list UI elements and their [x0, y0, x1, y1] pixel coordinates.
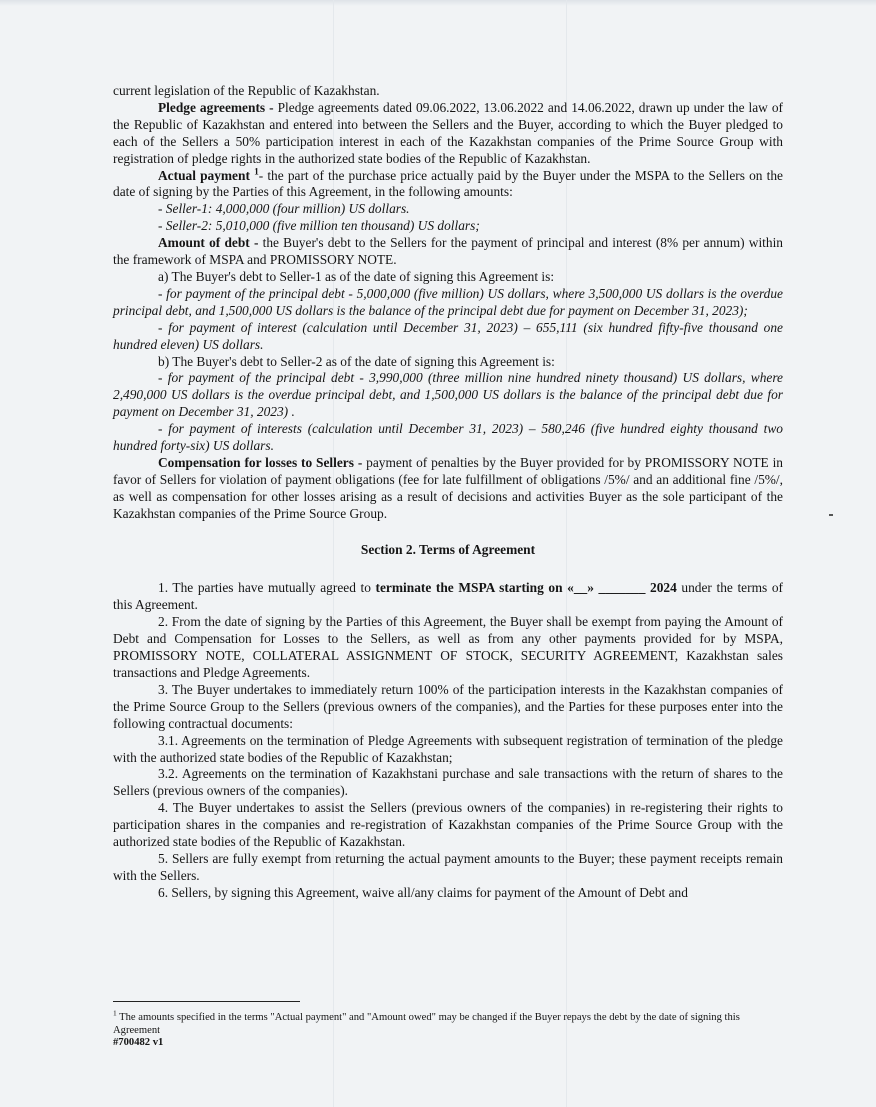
termination-date-phrase: terminate the MSPA starting on «__» _______ 2024 — [375, 580, 677, 596]
definition-text: Pledge agreements dated 09.06.2022, 13.06.2022 and 14.06.2022, drawn up under the law of the Republic of Kazakhstan and entered into between the Sellers and the Buyer, according to which the Buyer pledged to each of the Sellers a 50% participation interest in each of the Kazakhstan companies of the Prime Source Group with registration of pledge rights in the authorized state bodies of the Republic of Kazakhstan. — [113, 99, 783, 166]
document-page — [113, 83, 783, 902]
sub-heading: b) The Buyer's debt to Seller-2 as of the date of signing this Agreement is: — [158, 353, 555, 369]
footnote — [113, 1008, 773, 1050]
definition-amount-of-debt — [113, 235, 783, 269]
list-item: - Seller-2: 5,010,000 (five million ten thousand) US dollars; — [158, 218, 480, 234]
sub-heading: a) The Buyer's debt to Seller-1 as of the date of signing this Agreement is: — [158, 268, 555, 284]
clause-2: 2. From the date of signing by the Parties of this Agreement, the Buyer shall be exempt from paying the Amount of Debt and Compensation for Losses to the Sellers, as well as from any other payments provided for by MSPA, PROMISSORY NOTE, COLLATERAL ASSIGNMENT OF STOCK, SECURITY AGREEMENT, Kazakhstan sales transactions and Pledge Agreements. — [113, 614, 783, 680]
section-heading: Section 2. Terms of Agreement — [360, 541, 536, 557]
clause-1: 1. The parties have mutually agreed to terminate the MSPA starting on «__» _______ 2024 under the terms of this Agreement. — [113, 580, 783, 613]
list-item: - for payment of the principal debt - 3,990,000 (three million nine hundred ninety thousand) US dollars, where 2,490,000 US dollars is the overdue principal debt, and 1,500,000 US dollars is the balance of the principal debt due for payment on December 31, 2023) . — [113, 370, 783, 420]
clause-3: 3. The Buyer undertakes to immediately return 100% of the participation interests in the Kazakhstan companies of the Prime Source Group to the Sellers (previous owners of the companies), and the Parties for these purposes enter into the following contractual documents: — [113, 681, 783, 731]
clause-6: 6. Sellers, by signing this Agreement, waive all/any claims for payment of the Amount of Debt and — [158, 884, 688, 900]
footnote-text: $^1$ The amounts specified in the terms "Actual payment" and "Amount owed" may be changed if the Buyer repays the debt by the date of signing this Agreement — [113, 1008, 740, 1036]
definition-term: Amount of debt - — [158, 235, 259, 251]
footnote-marker: 1 — [113, 1008, 117, 1018]
definition-text: - the part of the purchase price actually paid by the Buyer under the MSPA to the Sellers on the date of signing by the Parties of this Agreement, in the following amounts: — [113, 167, 783, 200]
definition-actual-payment — [113, 168, 783, 202]
footnote-reference[interactable]: 1 — [254, 167, 259, 178]
list-item: - for payment of interests (calculation until December 31, 2023) – 580,246 (five hundred eighty thousand two hundred forty-six) US dollars. — [113, 421, 783, 454]
definition-term: Pledge agreements - — [158, 99, 274, 115]
list-item: - for payment of the principal debt - 5,000,000 (five million) US dollars, where 3,500,000 US dollars is the overdue principal debt, and 1,500,000 US dollars is the balance of the principal debt due for payment on December 31, 2023); — [113, 285, 783, 318]
document-id: #700482 v1 — [113, 1037, 164, 1049]
scan-artifact-mark — [829, 514, 833, 516]
list-item: - Seller-1: 4,000,000 (four million) US dollars. — [158, 201, 410, 217]
list-item: - for payment of interest (calculation until December 31, 2023) – 655,111 (six hundred fifty-five thousand one hundred eleven) US dollars. — [113, 319, 783, 352]
clause-4: 4. The Buyer undertakes to assist the Sellers (previous owners of the companies) in re-registering their rights to participation shares in the companies and re-registration of Kazakhstan companies of the Prime Source Group with the authorized state bodies of the Republic of Kazakhstan. — [113, 800, 783, 850]
opening-line: current legislation of the Republic of Kazakhstan. — [113, 83, 380, 98]
definition-term: Actual payment — [158, 167, 250, 183]
scan-edge — [0, 0, 876, 6]
clause-3-1: 3.1. Agreements on the termination of Pledge Agreements with subsequent registration of termination of the pledge with the authorized state bodies of the Republic of Kazakhstan; — [113, 732, 783, 765]
definition-text: payment of penalties by the Buyer provided for by PROMISSORY NOTE in favor of Sellers for violation of payment obligations (fee for late fulfillment of obligations /5%/ and an additional fine /5%/, as well as compensation for other losses arising as a result of decisions and activities Buyer as the sole participant of the Kazakhstan companies of the Prime Source Group. — [113, 454, 783, 521]
definition-compensation — [113, 455, 783, 523]
definition-pledge-agreements — [113, 100, 783, 168]
definition-term: Compensation for losses to Sellers - — [158, 454, 363, 470]
clause-3-2: 3.2. Agreements on the termination of Kazakhstani purchase and sale transactions with the return of shares to the Sellers (previous owners of the companies). — [113, 766, 783, 799]
definition-text: the Buyer's debt to the Sellers for the payment of principal and interest (8% per annum) within the framework of MSPA and PROMISSORY NOTE. — [113, 235, 783, 268]
footnote-divider — [113, 1001, 300, 1002]
clause-5: 5. Sellers are fully exempt from returning the actual payment amounts to the Buyer; these payment receipts remain with the Sellers. — [113, 850, 783, 883]
